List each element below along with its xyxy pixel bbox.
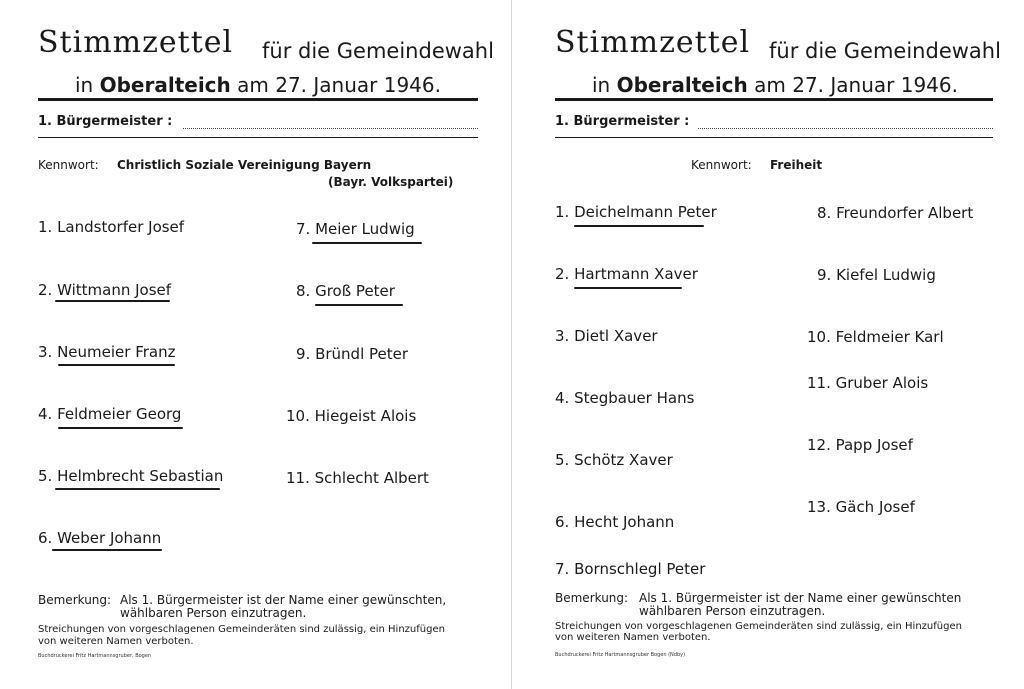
- candidate-name[interactable]: 7. Bornschlegl Peter: [555, 560, 706, 578]
- handwritten-underline: [312, 242, 422, 244]
- candidate-name[interactable]: 3. Dietl Xaver: [555, 327, 658, 345]
- date-line-prefix: in: [75, 73, 94, 97]
- candidate-name[interactable]: 4. Feldmeier Georg: [38, 405, 182, 423]
- candidate-name[interactable]: 11. Gruber Alois: [807, 374, 929, 392]
- mayor-label: 1. Bürgermeister :: [555, 114, 690, 129]
- candidate-name[interactable]: 1. Deichelmann Peter: [555, 203, 717, 221]
- candidate-name[interactable]: 5. Helmbrecht Sebastian: [38, 467, 224, 485]
- strike-note: von weiteren Namen verboten.: [38, 636, 194, 647]
- candidate-name[interactable]: 11. Schlecht Albert: [286, 469, 429, 487]
- handwritten-underline: [55, 488, 220, 490]
- candidate-name[interactable]: 13. Gäch Josef: [807, 498, 915, 516]
- ballot-title: Stimmzettel: [38, 25, 234, 60]
- printer-imprint: Buchdruckerei Fritz Hartmannsgruber, Bogen: [38, 653, 152, 659]
- election-date: am 27. Januar 1946.: [754, 73, 958, 97]
- kennwort-value: Freiheit: [770, 158, 823, 172]
- candidate-name[interactable]: 8. Groß Peter: [296, 282, 395, 300]
- handwritten-underline: [52, 549, 162, 551]
- handwritten-underline: [315, 304, 403, 306]
- candidate-name[interactable]: 6. Hecht Johann: [555, 513, 675, 531]
- place-name: Oberalteich: [616, 73, 748, 97]
- candidate-name[interactable]: 7. Meier Ludwig: [296, 220, 415, 238]
- candidate-name[interactable]: 9. Kiefel Ludwig: [817, 266, 936, 284]
- printer-imprint: Buchdruckerei Fritz Hartmannsgruber Bogen (Ndby): [555, 652, 686, 658]
- mayor-rule: [38, 137, 478, 138]
- candidate-name[interactable]: 2. Wittmann Josef: [38, 281, 172, 299]
- title-rule: [555, 98, 993, 101]
- kennwort-value-line2: (Bayr. Volkspartei): [328, 175, 454, 189]
- handwritten-underline: [55, 300, 170, 302]
- ballot-title: Stimmzettel: [555, 25, 751, 60]
- place-name: Oberalteich: [99, 73, 231, 97]
- kennwort-label: Kennwort:: [691, 158, 752, 172]
- handwritten-underline: [58, 427, 183, 429]
- remark-text: Als 1. Bürgermeister ist der Name einer gewünschten: [639, 591, 962, 605]
- candidate-name[interactable]: 5. Schötz Xaver: [555, 451, 673, 469]
- candidate-name[interactable]: 3. Neumeier Franz: [38, 343, 176, 361]
- candidate-name[interactable]: 1. Landstorfer Josef: [38, 218, 185, 236]
- candidate-name[interactable]: 10. Hiegeist Alois: [286, 407, 417, 425]
- mayor-write-in-line[interactable]: [698, 127, 993, 129]
- candidate-name[interactable]: 2. Hartmann Xaver: [555, 265, 698, 283]
- remark-text: wählbaren Person einzutragen.: [120, 606, 307, 620]
- candidate-name[interactable]: 9. Bründl Peter: [296, 345, 409, 363]
- remark-text: Als 1. Bürgermeister ist der Name einer gewünschten,: [120, 593, 447, 607]
- strike-note: von weiteren Namen verboten.: [555, 632, 711, 643]
- ballot-title-suffix: für die Gemeindewahl: [769, 39, 1001, 63]
- remark-label: Bemerkung:: [555, 591, 629, 605]
- mayor-rule: [555, 137, 993, 138]
- ballot-date-line: [592, 72, 958, 98]
- title-rule: [38, 98, 478, 101]
- candidate-name[interactable]: 6. Weber Johann: [38, 529, 162, 547]
- candidate-name[interactable]: 8. Freundorfer Albert: [817, 204, 974, 222]
- handwritten-underline: [574, 287, 682, 289]
- handwritten-underline: [58, 364, 175, 366]
- strike-note: Streichungen von vorgeschlagenen Gemeinderäten sind zulässig, ein Hinzufügen: [555, 621, 962, 632]
- candidate-name[interactable]: 4. Stegbauer Hans: [555, 389, 695, 407]
- date-line-prefix: in: [592, 73, 611, 97]
- kennwort-label: Kennwort:: [38, 158, 99, 172]
- handwritten-underline: [574, 225, 704, 227]
- kennwort-value: Christlich Soziale Vereinigung Bayern: [117, 158, 372, 172]
- election-date: am 27. Januar 1946.: [237, 73, 441, 97]
- remark-label: Bemerkung:: [38, 593, 112, 607]
- mayor-label: 1. Bürgermeister :: [38, 114, 173, 129]
- strike-note: Streichungen von vorgeschlagenen Gemeinderäten sind zulässig, ein Hinzufügen: [38, 624, 445, 635]
- ballot-title-suffix: für die Gemeindewahl: [262, 39, 494, 63]
- ballot-date-line: [75, 72, 441, 98]
- ballot-right: [512, 0, 1024, 689]
- candidate-name[interactable]: 12. Papp Josef: [807, 436, 913, 454]
- remark-text: wählbaren Person einzutragen.: [639, 604, 826, 618]
- mayor-write-in-line[interactable]: [183, 127, 478, 129]
- candidate-name[interactable]: 10. Feldmeier Karl: [807, 328, 944, 346]
